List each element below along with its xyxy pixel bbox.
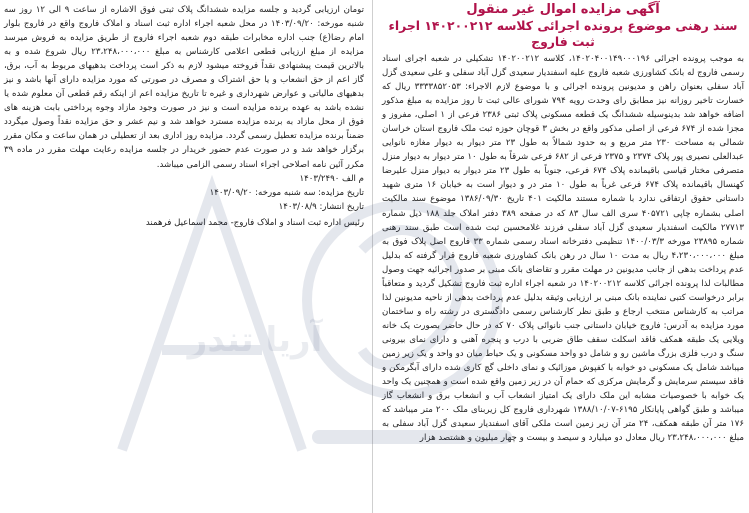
reference-code: م الف ۱۴۰۳/۲۴۹۰: [299, 173, 364, 184]
notice-column-left: [2, 0, 368, 513]
column-divider: [372, 0, 373, 513]
auction-date-value: ۱۴۰۳/۰۹/۲۰: [209, 187, 253, 198]
notice-subtitle: سند رهنی موضوع پرونده اجرائی کلاسه ۱۴۰۲۰۰۲۱۲ اجراء ثبت فاروج: [388, 18, 738, 49]
watermark-text: آریا تندر: [187, 320, 323, 360]
notice-body: به موجب پرونده اجرائی ۱۴۰۲۰۴۰۰۱۴۹۰۰۰۱۹۶، کلاسه ۱۴۰۲۰۰۲۱۲ تشکیلی در شعبه اجرای اسناد رسمی فاروج له بانک کشاورزی شعبه فاروج علیه اسفندیار سعیدی گزل آباد سفلی و علی سعیدی گزل آباد سفلی بعنوان راهن و مدیونین پرونده اجرائی و با موضوع لازم الاجراء: ۳۳۳۳۸۵۲۰۵۳ ریال که خسارت تاخیر روزانه نیز مطابق رای وحدت رویه ۷۹۴ شورای عالی ثبت تا روز مزایده به مبلغ مذکور اضافه خواهد شد بدینوسیله ششدانگ یک قطعه مسکونی پلاک ثبتی ۲۳۸۶ فرعی از ۱ اصلی، مفروز و مجزا شده از ۶۷۴ فرعی از اصلی مذکور واقع در بخش ۳ قوچان حوزه ثبت ملک فاروج استان خراسان شمالی به مساحت ۲۳۰ متر مربع و به حدود شمالاً به طول ۲۳ متر دیوار به دیوار مغازه نانوایی عبدالعلی نصیری پور پلاک ۲۳۷۴ و ۲۳۷۵ فرعی از ۶۸۲ فرعی شرقاً به طول ۱۰ متر دیوار به دیوار منزل متصرفی مختار قیاسی باقیمانده پلاک ۶۷۴ فرعی، جنوباً به طول ۲۳ متر دیوار به دیوار منزل علیرضا کهنسال باقیمانده پلاک ۶۷۴ فرعی غرباً به طول ۱۰ متر در و دیوار است به خیابان ۱۶ متری شهید داستانی حقوق ارتفاقی ندارد با شماره مستند مالکیت ۴۰۱ تاریخ ۱۳۸۶/۰۹/۳۰ موضوع سند مالکیت اصلی بشماره چاپی ۴۰۵۷۲۱ سری الف سال ۸۳ که در صفحه ۳۸۹ دفتر املاک جلد ۱۸۸ ذیل شماره ۲۷۷۱۳ مالکیت اسفندیار سعیدی گزل آباد سفلی فرزند غلامحسین ثبت شده است طبق سند رهنی شماره ۲۳۸۹۵ مورخه ۱۴۰۰/۰۳/۳ تنظیمی دفترخانه اسناد رسمی شماره ۳۳ فاروج اصل پلاک فوق به مبلغ ۴،۲۳۰،۰۰۰،۰۰۰ ریال به مدت ۱۰ سال در رهن بانک کشاورزی شعبه فاروج قرار گرفته که بدلیل عدم پرداخت بدهی از جانب مدیونین در مهلت مقرر و تقاضای بانک مبنی بر صدور اجرائیه جهت وصول مطالبات لذا پرونده اجرائی کلاسه ۱۴۰۲۰۰۲۱۲ در شعبه اجراء اداره ثبت فاروج تشکیل گردید و متعاقباً برابر درخواست کتبی نماینده بانک مبنی بر ارزیابی وثیقه بدلیل عدم پرداخت بدهی از ناحیه مدیونین لذا مراتب به کارشناس منتخب ارجاع و طبق نظر کارشناس رسمی دادگستری در رشته راه و ساختمان مورد مزایده به آدرس: فاروج خیابان داستانی جنب نانوائی پلاک ۷۰ که در حال حاضر بصورت یک خانه ویلایی یک طبقه همکف فاقد اسکلت سقف طاق ضربی با درب و پنجره آهنی و دارای نمای بیرونی سنگ و درب فلزی بزرگ ماشین رو و شامل دو واحد مسکونی و یک حیاط میان دو واحد و یک زیر زمین میباشد شامل یک مسکونی دو خوابه با کفپوش موزائیک و نمای داخلی گچ کاری شده دارای آبگرمکن و فاقد سیستم سرمایش و گرمایش مرکزی که حمام آن در زیر زمین واقع شده است و همچنین یک واحد یک خوابه با خصوصیات مشابه این ملک دارای یک امتیاز انشعاب آب و انشعاب برق و انشعاب گاز میباشد و طبق گواهی پایانکار ۶۱۹۵-۱۳۸۸/۱۰/۰۷ شهرداری فاروج کل زیربنای ملک ۲۰۰ متر میباشد که ۱۷۶ متر آن طبقه همکف، ۲۴ متر آن زیر زمین است ملکی آقای اسفندیار سعیدی گزل آباد سفلی به مبلغ ۲۳،۲۴۸،۰۰۰،۰۰۰ ریال معادل دو میلیارد و سیصد و بیست و چهار میلیون و هشتصد هزار: [382, 54, 745, 444]
continuation-body: تومان ارزیابی گردید و جلسه مزایده ششدانگ پلاک ثبتی فوق الاشاره از ساعت ۹ الی ۱۲ روز سه شنبه مورخه: ۱۴۰۳/۰۹/۲۰ در محل شعبه اجراء اداره ثبت اسناد و املاک فاروج واقع در فاروج بلوار امام رضا(ع) جنب اداره مخابرات طبقه دوم شعبه اجراء فاروج از طریق مزایده به فروش میرسد مزایده از مبلغ ارزیابی قطعی اعلامی کارشناس به مبلغ ۲۳،۲۴۸،۰۰۰،۰۰۰ ریال شروع شده و به بالاترین قیمت پیشنهادی نقداً فروخته میشود لازم به ذکر است پرداخت بدهیهای مربوط به آب، برق، گاز اعم از حق انشعاب و یا حق اشتراک و مصرف در صورتی که مورد مزایده دارای آنها باشد و نیز بدهیهای مالیاتی و عوارض شهرداری و غیره تا تاریخ مزایده اعم از اینکه رقم قطعی آن معلوم شده یا نشده باشد به عهده برنده مزایده است و نیز در صورت وجود مازاد وجوه پرداختی بابت هزینه های فوق از محل مازاد به برنده مزایده مسترد خواهد شد و نیم عشر و حق مزایده نقداً وصول میگردد ضمناً برنده مزایده تعطیل رسمی گردد. مزایده روز اداری بعد از تعطیلی در همان ساعت و مکان مقرر برگزار خواهد شد و در صورت عدم حضور خریدار در جلسه مزایده رعایت مهلت مقرر در ماده ۳۹ مکرر آئین نامه اصلاحی اجراء اسناد رسمی الزامی میباشد.: [4, 5, 365, 170]
publish-date-row: [4, 200, 364, 214]
publish-date-value: ۱۴۰۳/۰۸/۹: [278, 201, 317, 212]
publish-date-label: تاریخ انتشار:: [319, 201, 364, 212]
signature-line: رئیس اداره ثبت اسناد و املاک فاروج- محمد اسماعیل فرهمند: [145, 217, 364, 228]
auction-date-row: [4, 186, 364, 200]
notice-title: آگهی مزایده اموال غیر منقول: [466, 2, 660, 17]
notice-column-right: [378, 0, 747, 513]
auction-date-label: تاریخ مزایده: سه شنبه مورخه:: [255, 187, 364, 198]
